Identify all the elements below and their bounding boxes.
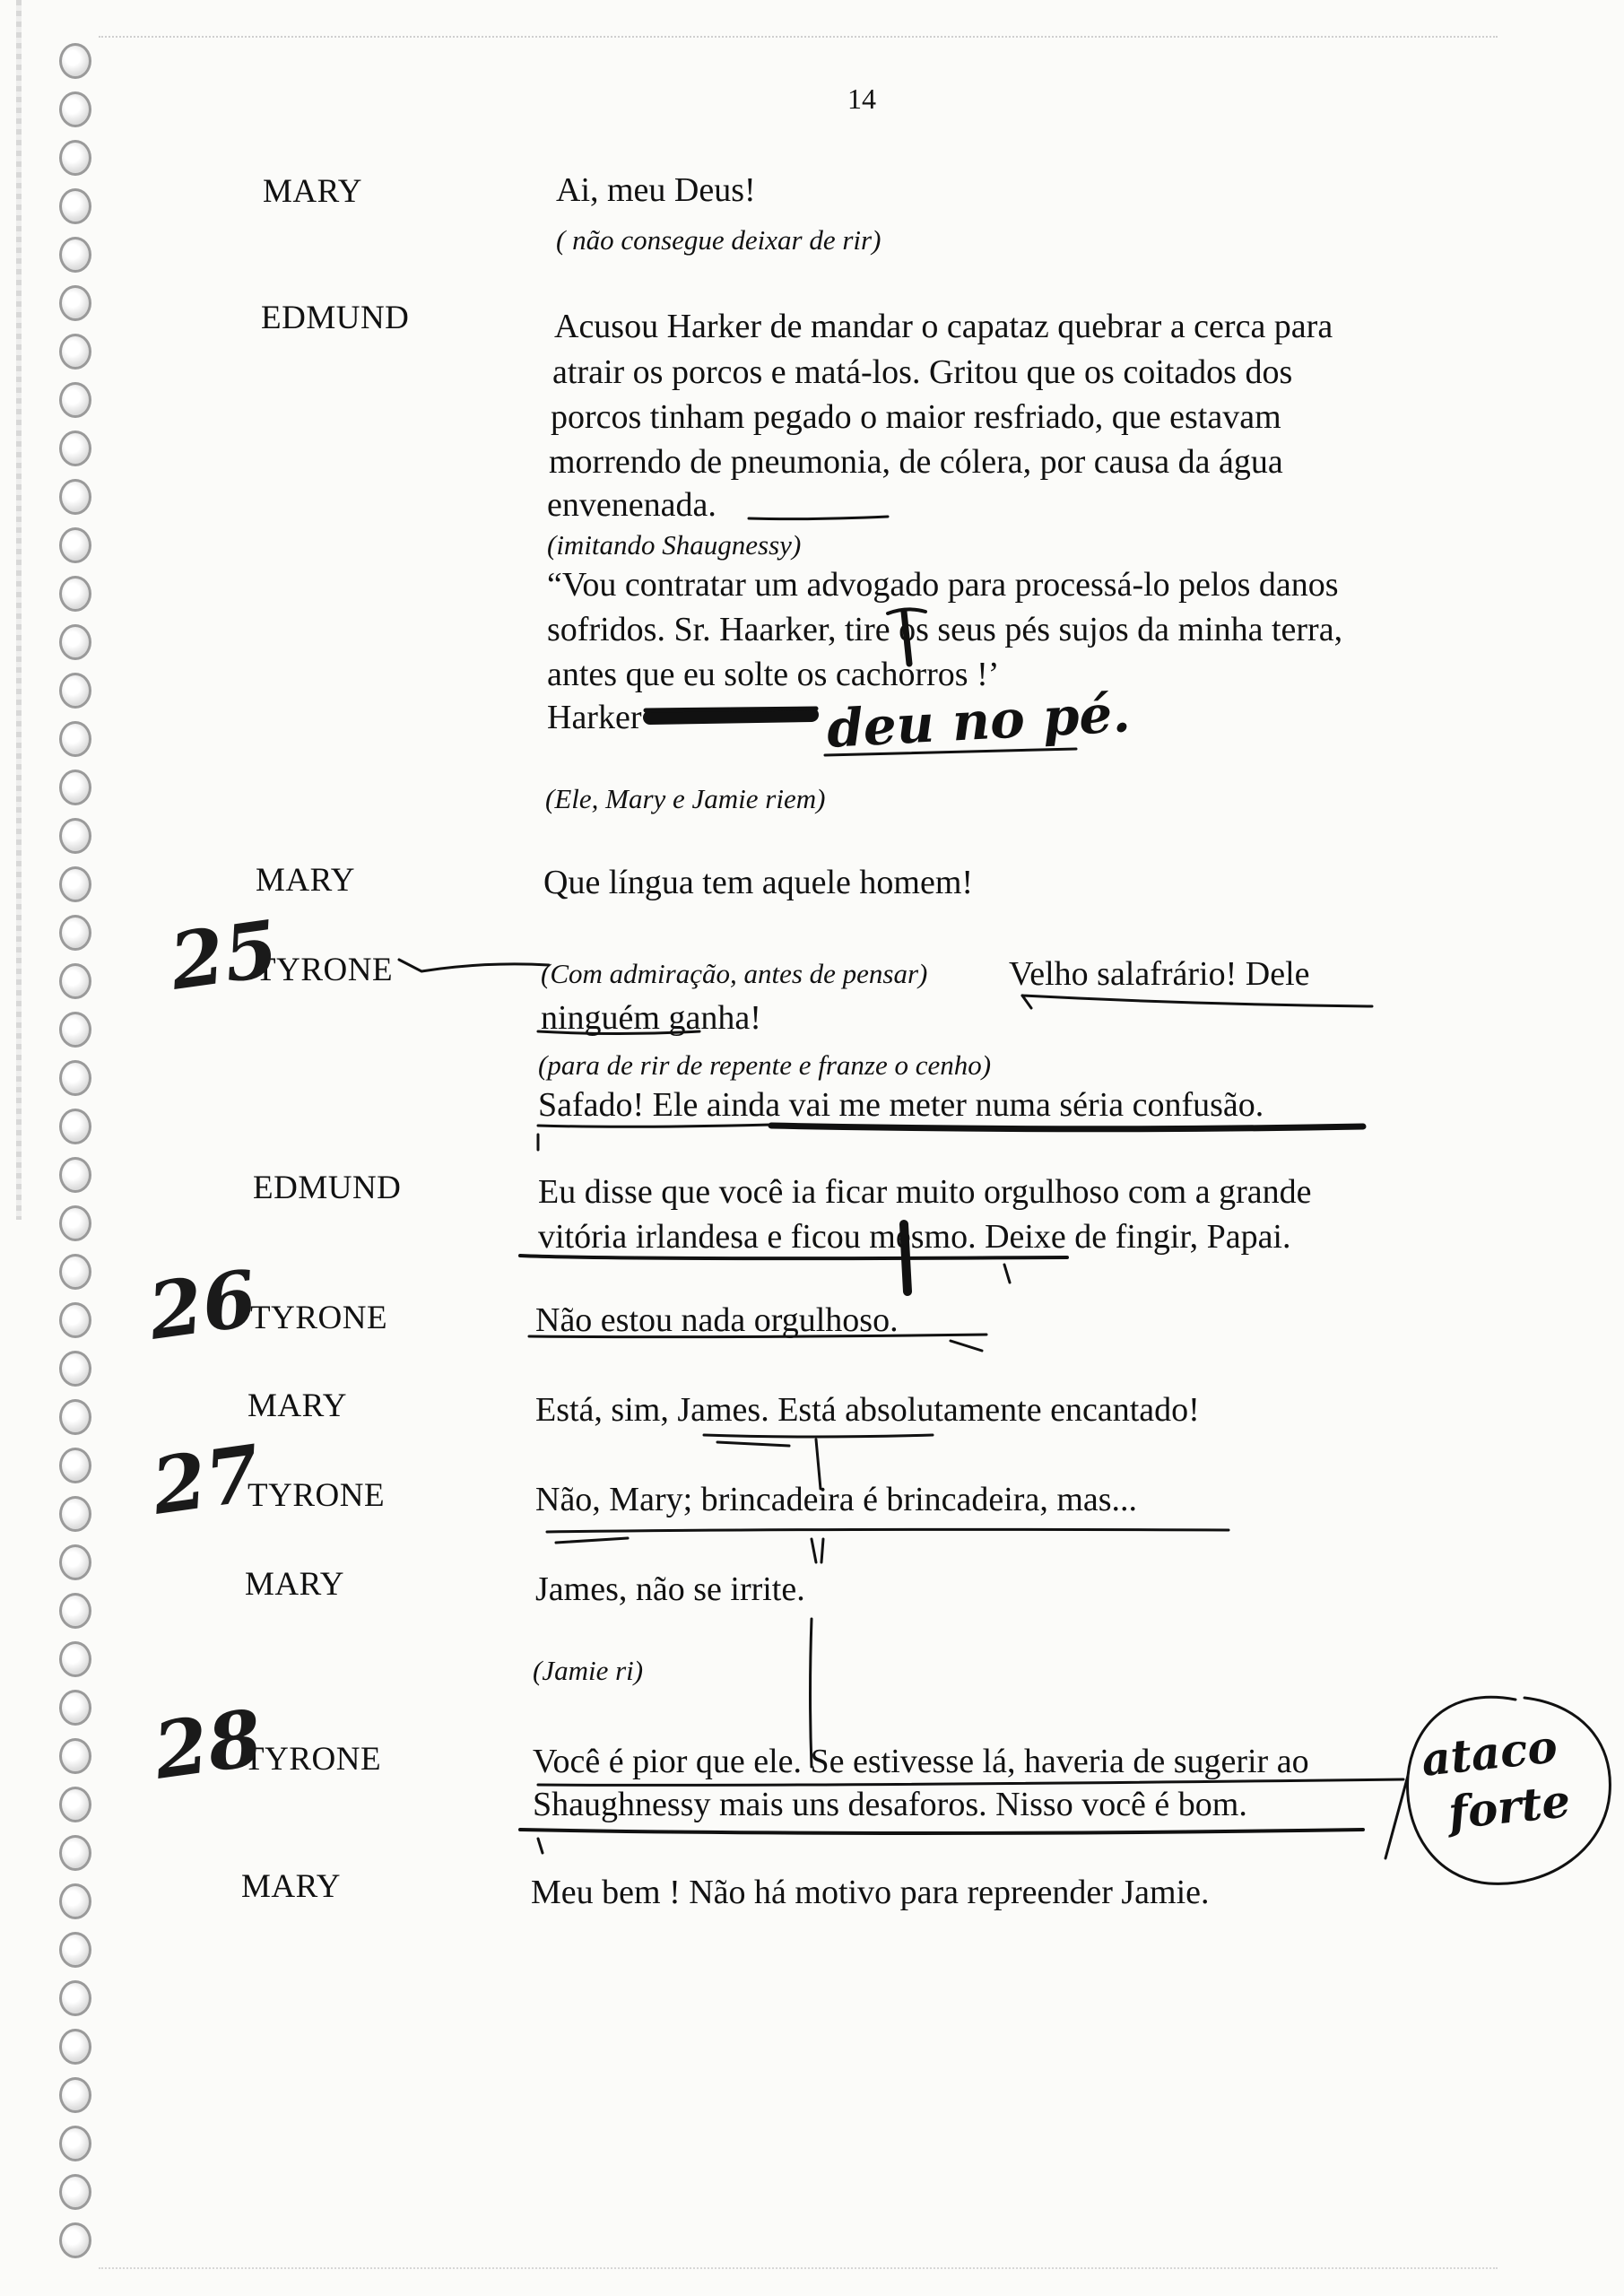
- stage-direction: (Jamie ri): [533, 1655, 644, 1686]
- dialogue-line: sofridos. Sr. Haarker, tire os seus pés sujos da minha terra,: [547, 611, 1343, 648]
- dialogue-line: ninguém ganha!: [541, 999, 761, 1037]
- binding-hole: [59, 237, 91, 273]
- dialogue-line: porcos tinham pegado o maior resfriado, que estavam: [551, 398, 1281, 436]
- binding-hole: [59, 1448, 91, 1483]
- handwritten-cue-number: 26: [143, 1253, 263, 1358]
- binding-hole: [59, 2077, 91, 2113]
- binding-hole: [59, 1060, 91, 1096]
- binding-hole: [59, 1883, 91, 1919]
- binding-hole: [59, 818, 91, 854]
- binding-hole: [59, 866, 91, 902]
- speaker-name: EDMUND: [253, 1170, 402, 1206]
- speaker-name: MARY: [263, 173, 362, 210]
- speaker-name: TYRONE: [250, 1300, 388, 1336]
- dialogue-line: Você é pior que ele. Se estivesse lá, haveria de sugerir ao: [533, 1743, 1309, 1780]
- dialogue-line: Não, Mary; brincadeira é brincadeira, mas...: [535, 1481, 1138, 1518]
- binding-hole: [59, 1544, 91, 1580]
- dialogue-line: Harker: [547, 699, 642, 736]
- dialogue-line: James, não se irrite.: [535, 1570, 805, 1608]
- binding-hole: [59, 1399, 91, 1435]
- dialogue-line: “Vou contratar um advogado para processá-lo pelos danos: [547, 566, 1339, 604]
- binding-hole: [59, 188, 91, 224]
- stage-direction: (imitando Shaugnessy): [547, 529, 802, 561]
- dialogue-line: Shaughnessy mais uns desaforos. Nisso você é bom.: [533, 1786, 1247, 1823]
- binding-hole: [59, 915, 91, 951]
- dialogue-line: Que língua tem aquele homem!: [543, 864, 974, 901]
- stage-direction: ( não consegue deixar de rir): [556, 224, 881, 256]
- dialogue-line: Velho salafrário! Dele: [1009, 955, 1310, 993]
- dialogue-line: Eu disse que você ia ficar muito orgulhoso com a grande: [538, 1173, 1312, 1211]
- stage-direction: (para de rir de repente e franze o cenho): [538, 1049, 992, 1081]
- binding-hole: [59, 1690, 91, 1726]
- binding-hole: [59, 479, 91, 515]
- speaker-name: MARY: [256, 862, 355, 899]
- binding-hole: [59, 1109, 91, 1144]
- dialogue-line: Acusou Harker de mandar o capataz quebrar a cerca para: [554, 308, 1333, 345]
- dialogue-line: envenenada.: [547, 486, 716, 524]
- handwritten-note: deu no pé.: [825, 683, 1133, 760]
- binding-hole: [59, 721, 91, 757]
- dialogue-line: Meu bem ! Não há motivo para repreender Jamie.: [531, 1874, 1210, 1911]
- speaker-name: MARY: [241, 1868, 341, 1905]
- binding-hole: [59, 1932, 91, 1968]
- speaker-name: TYRONE: [256, 952, 394, 988]
- binding-hole: [59, 2029, 91, 2065]
- dialogue-line: antes que eu solte os cachorros !’: [547, 656, 1000, 693]
- binding-hole: [59, 1012, 91, 1048]
- binding-hole: [59, 1302, 91, 1338]
- speaker-name: TYRONE: [248, 1477, 386, 1514]
- binding-hole: [59, 527, 91, 563]
- binding-hole: [59, 91, 91, 127]
- dialogue-line: Está, sim, James. Está absolutamente encantado!: [535, 1391, 1200, 1429]
- binding-hole: [59, 285, 91, 321]
- binding-hole: [59, 430, 91, 466]
- binding-hole: [59, 43, 91, 79]
- binding-hole: [59, 382, 91, 418]
- binding-hole: [59, 2126, 91, 2161]
- binding-hole: [59, 624, 91, 660]
- binding-hole: [59, 770, 91, 805]
- binding-hole: [59, 1157, 91, 1193]
- dialogue-line: Não estou nada orgulhoso.: [535, 1301, 899, 1339]
- speaker-name: EDMUND: [261, 300, 410, 336]
- dialogue-line: morrendo de pneumonia, de cólera, por causa da água: [549, 443, 1283, 481]
- binding-hole: [59, 1351, 91, 1387]
- binding-hole: [59, 2222, 91, 2258]
- binding-hole: [59, 1593, 91, 1629]
- dialogue-line: Ai, meu Deus!: [556, 171, 756, 209]
- handwritten-cue-number: 25: [164, 903, 284, 1008]
- binding-hole: [59, 1835, 91, 1871]
- page-number: 14: [847, 83, 876, 115]
- speaker-name: TYRONE: [244, 1741, 382, 1778]
- dialogue-line: vitória irlandesa e ficou mesmo. Deixe de fingir, Papai.: [538, 1218, 1291, 1256]
- stage-direction: (Com admiração, antes de pensar): [541, 958, 928, 989]
- handwritten-cue-number: 27: [146, 1428, 266, 1533]
- binding-hole: [59, 2174, 91, 2210]
- stage-direction: (Ele, Mary e Jamie riem): [545, 783, 826, 814]
- binding-hole: [59, 576, 91, 612]
- binding-hole: [59, 140, 91, 176]
- dialogue-line: Safado! Ele ainda vai me meter numa séria confusão.: [538, 1086, 1264, 1124]
- binding-hole: [59, 1980, 91, 2016]
- binding-hole: [59, 1738, 91, 1774]
- handwritten-note: ataco: [1419, 1719, 1560, 1787]
- binding-hole: [59, 1205, 91, 1241]
- speaker-name: MARY: [245, 1566, 344, 1603]
- spiral-binding: [0, 0, 99, 2296]
- binding-hole: [59, 1254, 91, 1290]
- binding-hole: [59, 1496, 91, 1532]
- top-dotted-line: [99, 36, 1498, 38]
- handwritten-cue-number: 28: [148, 1692, 268, 1797]
- handwritten-note: forte: [1446, 1774, 1573, 1839]
- binding-hole: [59, 963, 91, 999]
- binding-hole: [59, 673, 91, 709]
- dialogue-line: atrair os porcos e matá-los. Gritou que os coitados dos: [552, 353, 1293, 391]
- bottom-dotted-line: [99, 2267, 1498, 2269]
- torn-edge: [16, 0, 22, 1220]
- binding-hole: [59, 1641, 91, 1677]
- binding-hole: [59, 1787, 91, 1822]
- binding-hole: [59, 334, 91, 370]
- speaker-name: MARY: [248, 1387, 347, 1424]
